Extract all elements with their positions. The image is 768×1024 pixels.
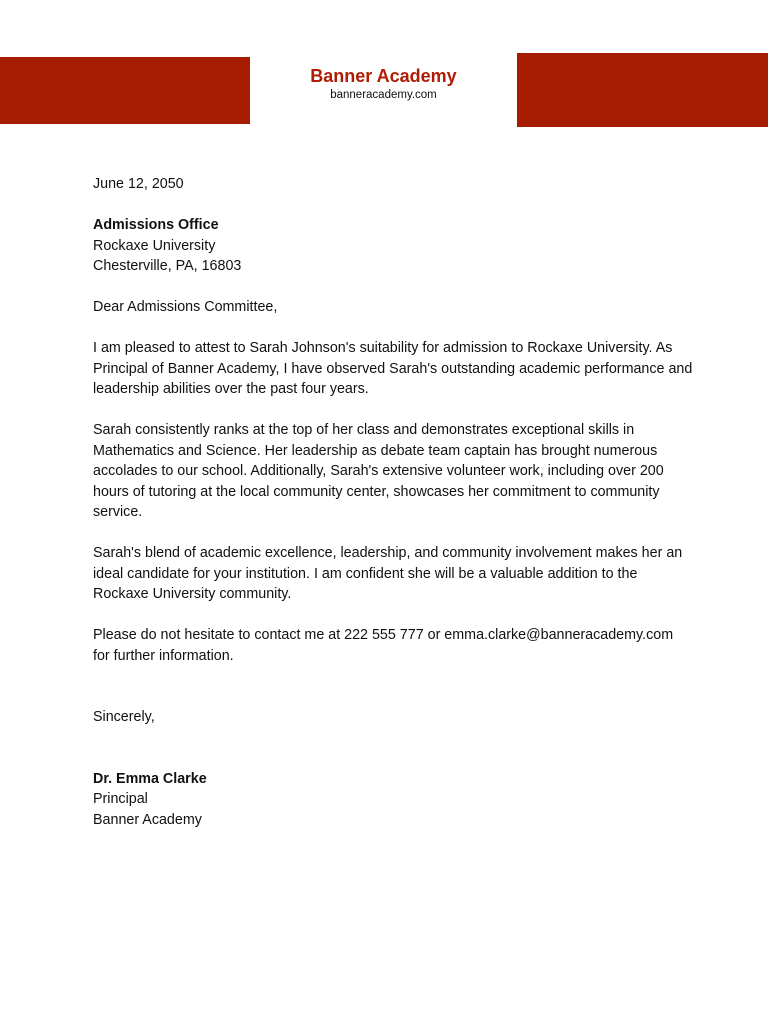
paragraph-recommendation: Sarah's blend of academic excellence, leadership, and community involvement makes her an ideal candidate for your institution. I am confident she will be a valuable addition to the Rockaxe University community.	[93, 545, 683, 602]
header-accent-bar-right	[517, 53, 768, 127]
signer-name: Dr. Emma Clarke	[93, 770, 207, 787]
letter-body	[93, 174, 693, 851]
spacer	[93, 687, 693, 708]
signer-org: Banner Academy	[93, 811, 202, 828]
brand-url: banneracademy.com	[330, 89, 437, 101]
letter-date: June 12, 2050	[93, 176, 184, 192]
paragraph-achievements: Sarah consistently ranks at the top of her class and demonstrates exceptional skills in Mathematics and Science. Her leadership as debate team captain has brought numerous accolades to our school. Additionally, Sarah's extensive volunteer work, including over 200 hours of tutoring at the local community center, showcases her commitment to community service.	[93, 422, 664, 520]
recipient-address: Chesterville, PA, 16803	[93, 258, 242, 274]
letterhead	[250, 64, 517, 102]
closing: Sincerely,	[93, 709, 155, 725]
paragraph-contact: Please do not hesitate to contact me at 222 555 777 or emma.clarke@banneracademy.com for further information.	[93, 627, 674, 664]
brand-name: Banner Academy	[310, 66, 457, 86]
signature-space	[93, 748, 693, 769]
recipient-block	[93, 215, 693, 277]
recipient-name: Admissions Office	[93, 217, 219, 233]
salutation: Dear Admissions Committee,	[93, 299, 278, 315]
signature-block	[93, 769, 693, 831]
signer-title: Principal	[93, 791, 148, 807]
header-accent-bar-left	[0, 57, 250, 124]
paragraph-intro: I am pleased to attest to Sarah Johnson's suitability for admission to Rockaxe University. As Principal of Banner Academy, I have observed Sarah's outstanding academic performance and leadership abilities over the past four years.	[93, 340, 693, 397]
recipient-org: Rockaxe University	[93, 237, 216, 254]
